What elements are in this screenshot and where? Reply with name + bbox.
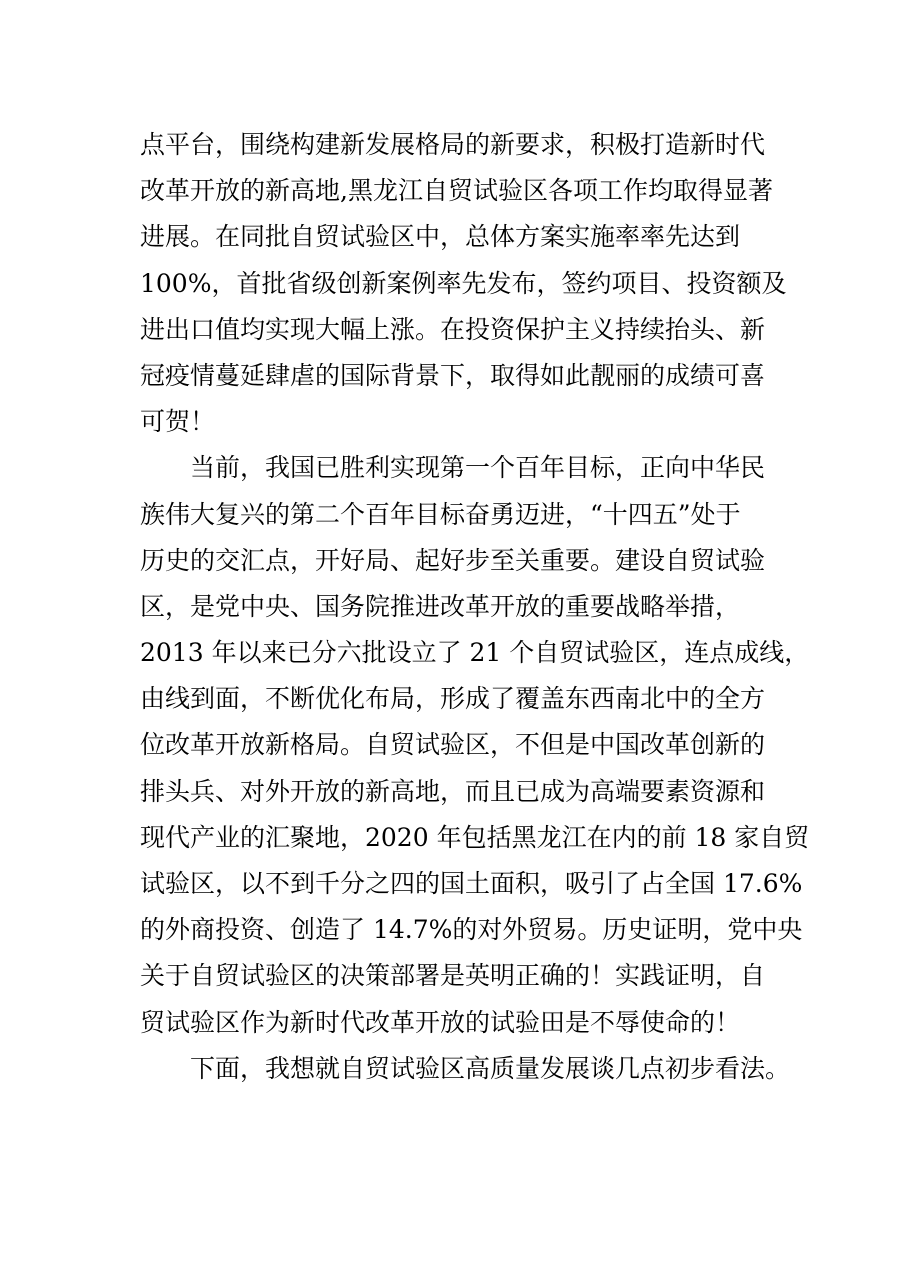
text-line: 位改革开放新格局。自贸试验区，不但是中国改革创新的 — [140, 730, 766, 760]
text-line: 可贺！ — [140, 407, 216, 437]
text-line: 排头兵、对外开放的新高地，而且已成为高端要素资源和 — [140, 776, 766, 806]
text-line: 改革开放的新高地,黑龙江自贸试验区各项工作均取得显著 — [140, 176, 773, 206]
text-line: 区，是党中央、国务院推进改革开放的重要战略举措， — [140, 591, 741, 621]
text-line: 现代产业的汇聚地，2020 年包括黑龙江在内的前 18 家自贸 — [140, 822, 810, 852]
text-line: 贸试验区作为新时代改革开放的试验田是不辱使命的！ — [140, 1007, 741, 1037]
paragraph-2 — [140, 445, 810, 1045]
text-line: 进出口值均实现大幅上涨。在投资保护主义持续抬头、新 — [140, 314, 766, 344]
text-line: 的外商投资、创造了 14.7%的对外贸易。历史证明，党中央 — [140, 915, 803, 945]
paragraph-1 — [140, 122, 787, 445]
text-line: 关于自贸试验区的决策部署是英明正确的！实践证明，自 — [140, 961, 766, 991]
text-line: 族伟大复兴的第二个百年目标奋勇迈进，“十四五”处于 — [140, 499, 741, 529]
paragraph-3 — [140, 1046, 791, 1092]
text-line: 当前，我国已胜利实现第一个百年目标，正向中华民 — [190, 453, 766, 483]
text-line: 100%，首批省级创新案例率先发布，签约项目、投资额及 — [140, 268, 787, 298]
text-line: 冠疫情蔓延肆虐的国际背景下，取得如此靓丽的成绩可喜 — [140, 360, 766, 390]
text-line: 由线到面，不断优化布局，形成了覆盖东西南北中的全方 — [140, 684, 766, 714]
text-line: 进展。在同批自贸试验区中，总体方案实施率率先达到 — [140, 222, 741, 252]
text-line: 历史的交汇点，开好局、起好步至关重要。建设自贸试验 — [140, 545, 766, 575]
text-line: 点平台，围绕构建新发展格局的新要求，积极打造新时代 — [140, 130, 766, 159]
document-body — [140, 122, 810, 1092]
text-line: 下面，我想就自贸试验区高质量发展谈几点初步看法。 — [190, 1053, 791, 1083]
text-line: 2013 年以来已分六批设立了 21 个自贸试验区，连点成线， — [140, 638, 810, 668]
text-line: 试验区，以不到千分之四的国土面积，吸引了占全国 17.6% — [140, 869, 803, 898]
